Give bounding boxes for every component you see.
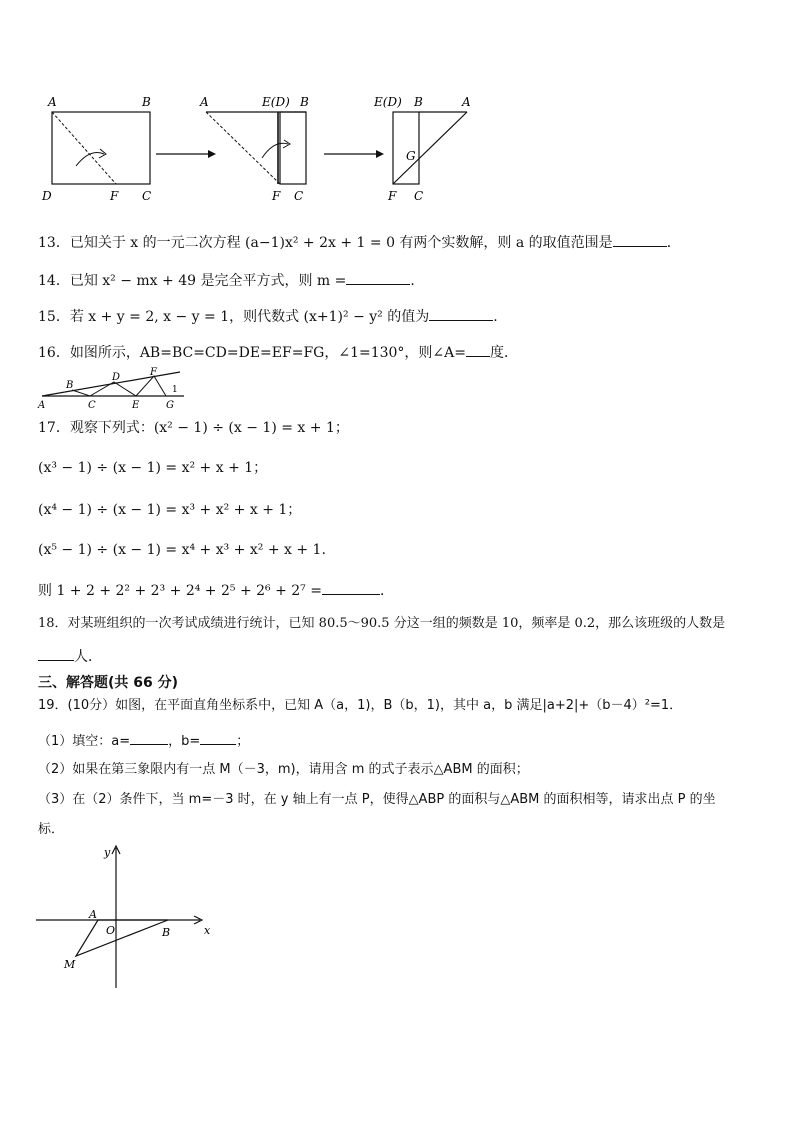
label-angle-1: 1: [172, 385, 178, 395]
question-17-line2: (x³ − 1) ÷ (x − 1) = x² + x + 1；: [38, 460, 268, 476]
label-E: E: [132, 400, 140, 411]
answer-blank[interactable]: [429, 306, 493, 321]
label-O: O: [106, 924, 116, 937]
answer-blank[interactable]: [346, 270, 410, 285]
question-19-part3-cont: 标．: [38, 822, 65, 837]
label-C1: C: [142, 189, 152, 203]
question-19-part3: （3）在（2）条件下，当 m=－3 时，在 y 轴上有一点 P，使得△ABP 的面积与△ABM 的面积相等，请求出点 P 的坐: [38, 792, 716, 807]
answer-blank-b[interactable]: [200, 730, 236, 745]
label-B3: B: [414, 95, 423, 109]
label-A3: A: [462, 95, 471, 109]
label-B: B: [66, 380, 74, 391]
label-B1: B: [142, 95, 151, 109]
label-ED3: E(D): [374, 95, 402, 109]
label-G: G: [166, 400, 174, 411]
label-A: A: [38, 400, 46, 411]
answer-blank[interactable]: [613, 232, 667, 247]
axis-x-label: x: [204, 924, 211, 937]
question-18-cont: 人．: [38, 646, 102, 667]
label-D1: D: [42, 189, 52, 203]
label-F: F: [150, 367, 157, 378]
label-ED2: E(D): [262, 95, 290, 109]
label-C: C: [88, 400, 96, 411]
question-19-stem: 19．(10分）如图，在平面直角坐标系中，已知 A（a，1)，B（b，1)，其中 a，b 满足|a+2|+（b－4）²=1．: [38, 698, 683, 713]
label-D: D: [112, 372, 121, 383]
label-F2: F: [272, 189, 281, 203]
label-F1: F: [110, 189, 119, 203]
question-17-line4: (x⁵ − 1) ÷ (x − 1) = x⁴ + x³ + x² + x + 1.: [38, 542, 326, 558]
question-17-intro: 17．观察下列式：(x² − 1) ÷ (x − 1) = x + 1；: [38, 420, 349, 436]
answer-blank[interactable]: [38, 646, 74, 661]
folding-figure: [38, 92, 478, 210]
label-B: B: [162, 926, 171, 939]
question-15: 15．若 x + y = 2, x − y = 1，则代数式 (x+1)² − y² 的值为 .: [38, 306, 498, 327]
question-14: 14．已知 x² − mx + 49 是完全平方式，则 m = .: [38, 270, 415, 291]
question-17-ask: 则 1 + 2 + 2² + 2³ + 2⁴ + 2⁵ + 2⁶ + 2⁷ = ．: [38, 580, 394, 601]
label-G3: G: [406, 149, 416, 163]
question-18: 18．对某班组织的一次考试成绩进行统计，已知 80.5～90.5 分这一组的频数是 10，频率是 0.2，那么该班级的人数是: [38, 616, 726, 631]
question-19-part1: （1）填空：a= ，b= ；: [38, 730, 249, 752]
question-13: 13．已知关于 x 的一元二次方程 (a−1)x² + 2x + 1 = 0 有两个实数解，则 a 的取值范围是 ．: [38, 232, 681, 253]
question-17-line3: (x⁴ − 1) ÷ (x − 1) = x³ + x² + x + 1；: [38, 502, 302, 518]
question-19-part2: （2）如果在第三象限内有一点 M（－3，m)，请用含 m 的式子表示△ABM 的面积；: [38, 762, 529, 777]
label-C2: C: [294, 189, 304, 203]
axis-y-label: y: [104, 846, 111, 859]
label-A: A: [89, 908, 97, 921]
label-F3: F: [388, 189, 397, 203]
label-A1: A: [48, 95, 57, 109]
section-title: 三、解答题(共 66 分): [38, 675, 179, 691]
label-M: M: [64, 958, 76, 971]
answer-blank[interactable]: [322, 580, 380, 595]
label-B2: B: [300, 95, 309, 109]
question-16: 16．如图所示，AB=BC=CD=DE=EF=FG，∠1=130°，则∠A= 度．: [38, 342, 518, 363]
label-A2: A: [200, 95, 209, 109]
answer-blank[interactable]: [466, 342, 490, 357]
answer-blank-a[interactable]: [130, 730, 168, 745]
label-C3: C: [414, 189, 424, 203]
zigzag-figure: [38, 366, 188, 410]
coordinate-figure: [36, 842, 211, 992]
